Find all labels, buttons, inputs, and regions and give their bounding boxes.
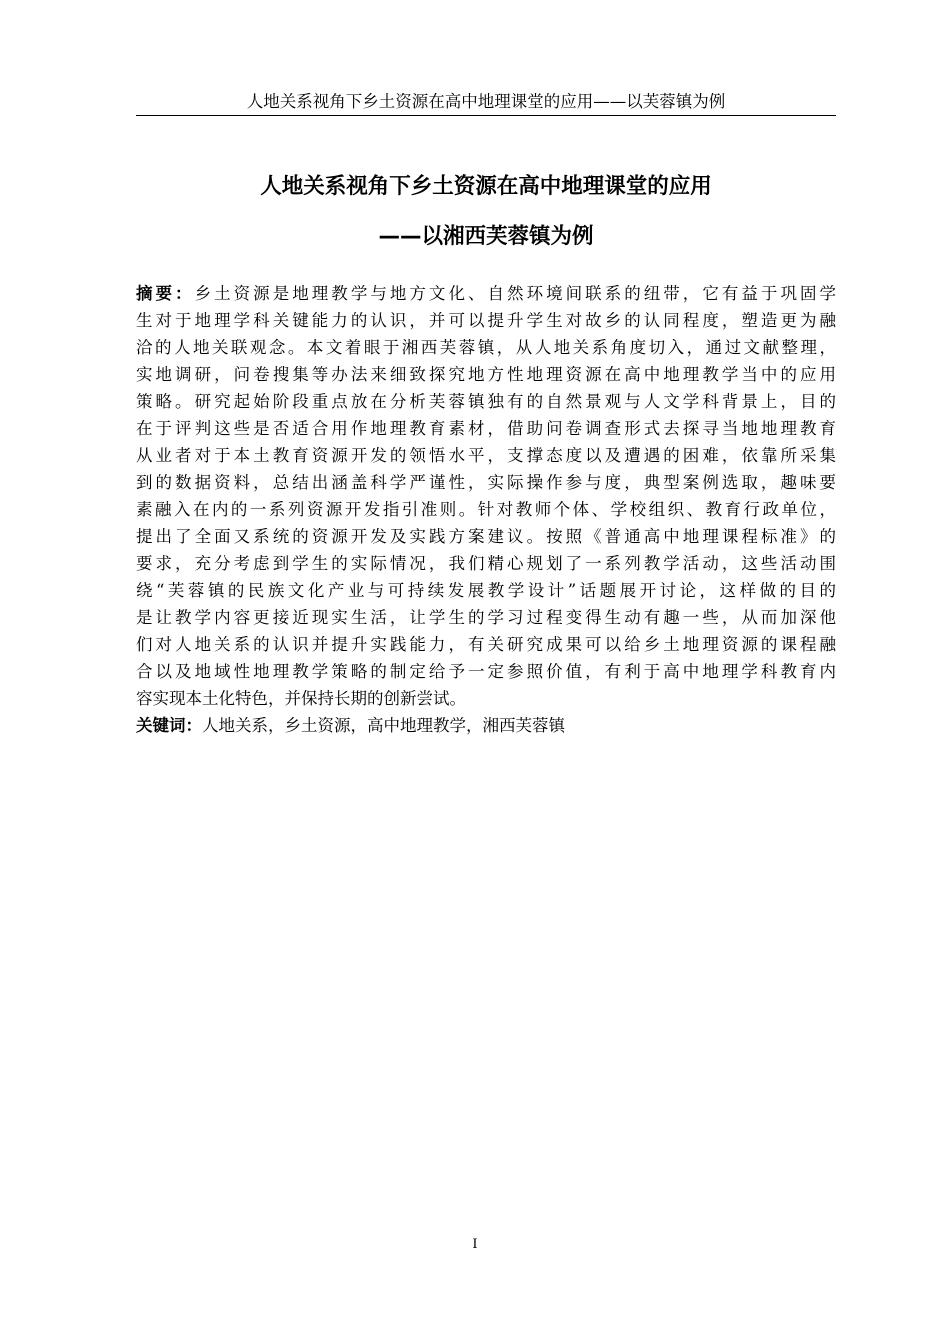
abstract-line: 实地调研，问卷搜集等办法来细致探究地方性地理资源在高中地理教学当中的应用 <box>136 365 836 384</box>
abstract-section <box>136 280 836 739</box>
abstract-line: 策略。研究起始阶段重点放在分析芙蓉镇独有的自然景观与人文学科背景上，目的 <box>136 392 836 411</box>
abstract-line <box>136 280 836 307</box>
running-header <box>136 91 836 116</box>
abstract-label: 摘要： <box>136 284 195 303</box>
keywords-line <box>136 712 836 739</box>
page-number: I <box>472 1237 478 1252</box>
abstract-line-text: 乡土资源是地理教学与地方文化、自然环境间联系的纽带，它有益于巩固学 <box>194 284 837 303</box>
abstract-line: 容实现本土化特色，并保持长期的创新尝试。 <box>136 689 466 708</box>
abstract-line: 绕“芙蓉镇的民族文化产业与可持续发展教学设计”话题展开讨论，这样做的目的 <box>136 581 836 600</box>
abstract-line: 合以及地域性地理教学策略的制定给予一定参照价值，有利于高中地理学科教育内 <box>136 662 836 681</box>
abstract-line: 到的数据资料，总结出涵盖科学严谨性，实际操作参与度，典型案例选取，趣味要 <box>136 473 836 492</box>
abstract-line: 要求，充分考虑到学生的实际情况，我们精心规划了一系列教学活动，这些活动围 <box>136 554 836 573</box>
abstract-line: 是让教学内容更接近现实生活，让学生的学习过程变得生动有趣一些，从而加深他 <box>136 608 836 627</box>
abstract-line: 们对人地关系的认识并提升实践能力，有关研究成果可以给乡土地理资源的课程融 <box>136 635 836 654</box>
abstract-line: 提出了全面又系统的资源开发及实践方案建议。按照《普通高中地理课程标准》的 <box>136 527 836 546</box>
document-subtitle: ——以湘西芙蓉镇为例 <box>378 224 594 249</box>
keywords-text: 人地关系，乡土资源，高中地理教学，湘西芙蓉镇 <box>202 716 565 735</box>
abstract-line: 在于评判这些是否适合用作地理教育素材，借助问卷调查形式去探寻当地地理教育 <box>136 419 836 438</box>
abstract-line: 素融入在内的一系列资源开发指引准则。针对教师个体、学校组织、教育行政单位， <box>136 500 836 519</box>
abstract-line: 洽的人地关联观念。本文着眼于湘西芙蓉镇，从人地关系角度切入，通过文献整理， <box>136 338 836 357</box>
abstract-line: 从业者对于本土教育资源开发的领悟水平，支撑态度以及遭遇的困难，依靠所采集 <box>136 446 836 465</box>
keywords-label: 关键词： <box>136 716 202 735</box>
abstract-line: 生对于地理学科关键能力的认识，并可以提升学生对故乡的认同程度，塑造更为融 <box>136 311 836 330</box>
running-header-title: 人地关系视角下乡土资源在高中地理课堂的应用——以芙蓉镇为例 <box>246 92 726 111</box>
document-title: 人地关系视角下乡土资源在高中地理课堂的应用 <box>260 174 712 199</box>
